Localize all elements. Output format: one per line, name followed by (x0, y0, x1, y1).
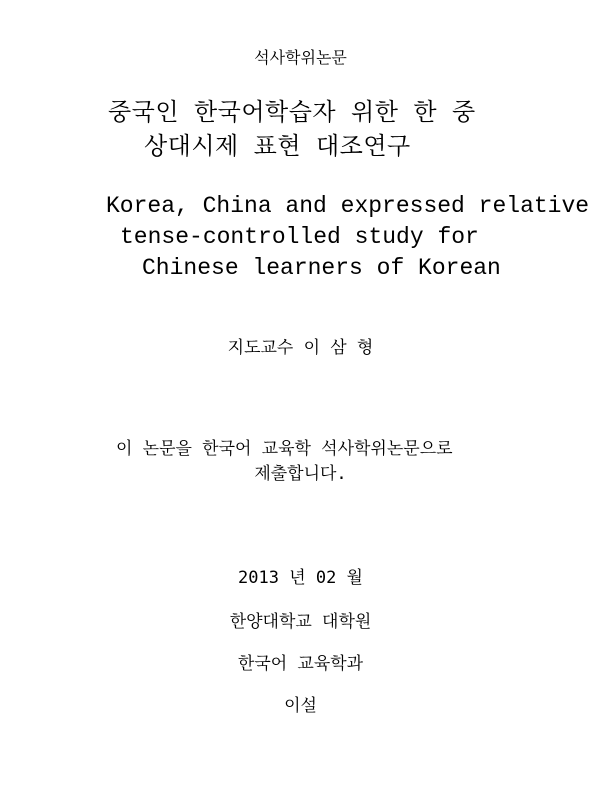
submission-statement-line-2: 제출합니다. (254, 464, 347, 484)
submission-statement-line-1: 이 논문을 한국어 교육학 석사학위논문으로 (116, 439, 453, 459)
english-title-line-1: Korea, China and expressed relative (106, 193, 590, 219)
university-name: 한양대학교 대학원 (229, 612, 372, 632)
degree-type: 석사학위논문 (254, 48, 347, 67)
korean-title-line-2: 상대시제 표현 대조연구 (144, 132, 411, 160)
korean-title-line-1: 중국인 한국어학습자 위한 한 중 (108, 98, 476, 126)
english-title-line-3: Chinese learners of Korean (142, 255, 501, 281)
author-name: 이설 (284, 696, 317, 716)
english-title-line-2: tense-controlled study for (120, 224, 479, 250)
department-name: 한국어 교육학과 (237, 654, 364, 674)
submission-date: 2013 년 02 월 (238, 568, 363, 588)
advisor: 지도교수 이 삼 형 (227, 338, 374, 358)
